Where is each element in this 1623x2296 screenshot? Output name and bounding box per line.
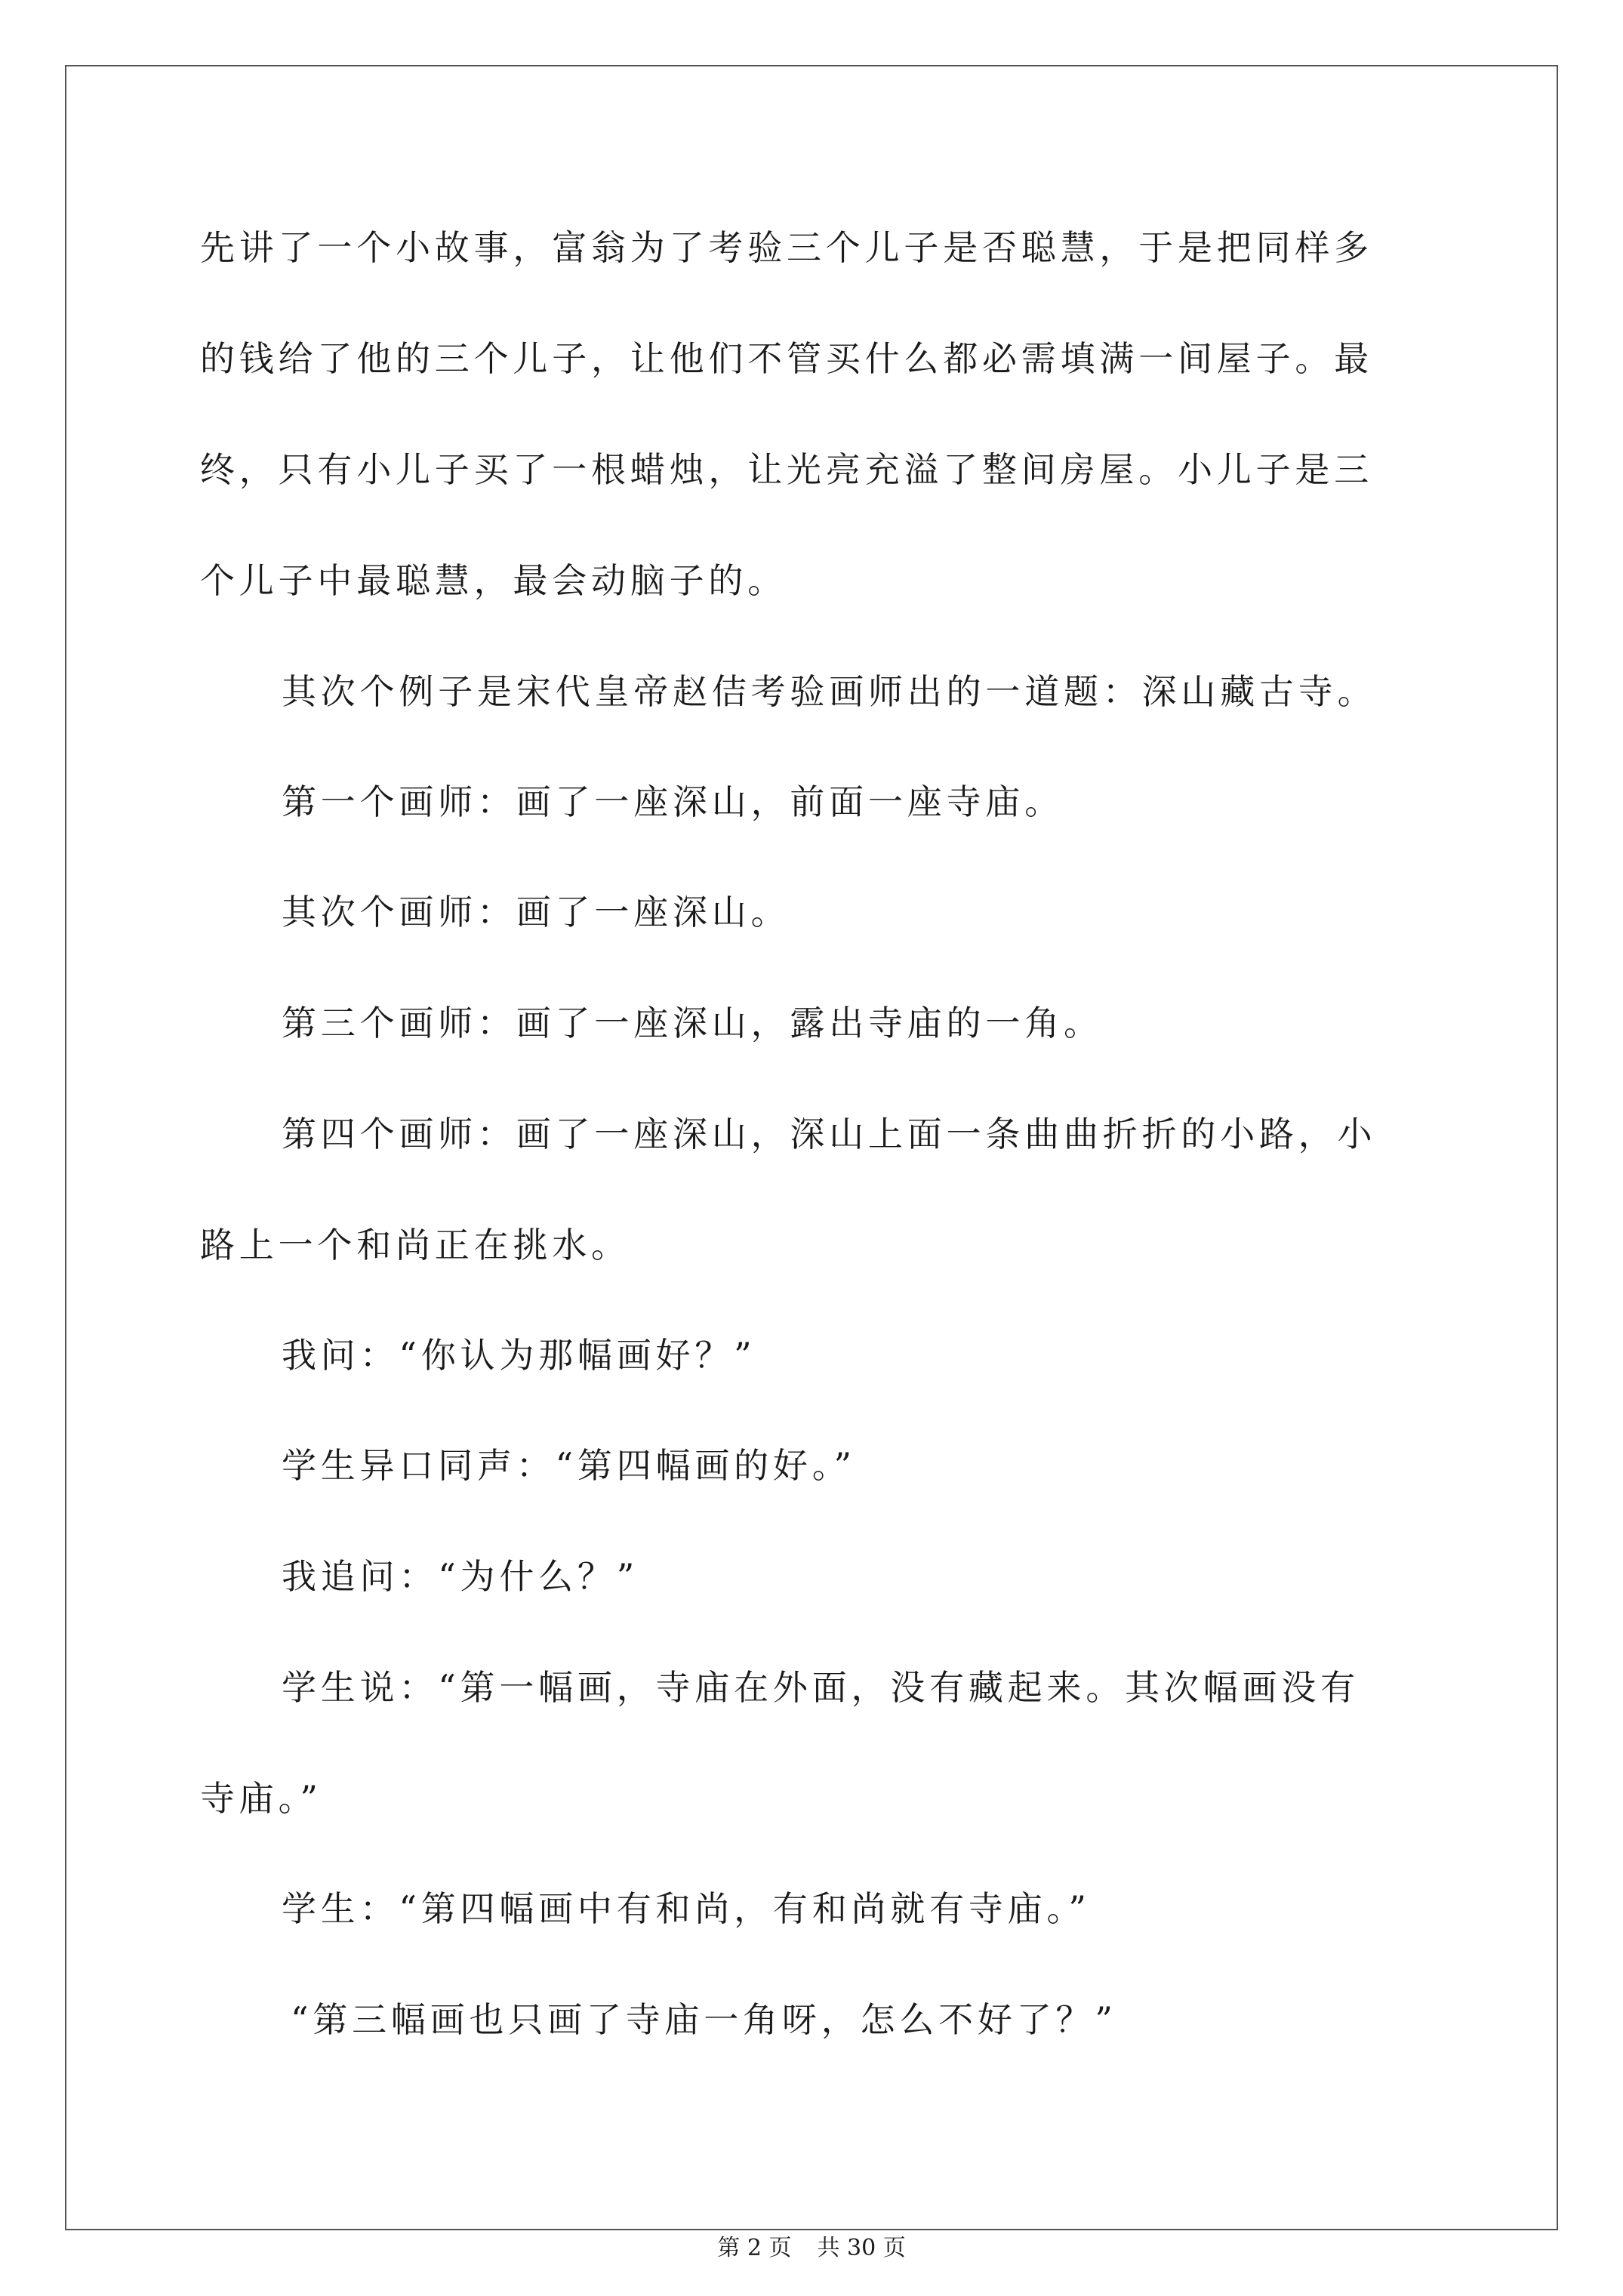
text-line: 学生说：“第一幅画，寺庙在外面，没有藏起来。其次幅画没有 (282, 1667, 1360, 1708)
text-line: 先讲了一个小故事，富翁为了考验三个儿子是否聪慧，于是把同样多 (200, 227, 1373, 268)
text-line: 终，只有小儿子买了一根蜡烛，让光亮充溢了整间房屋。小儿子是三 (200, 449, 1373, 490)
text-line: 我问：“你认为那幅画好？” (282, 1335, 756, 1376)
page-number: 第 2 页 (717, 2235, 792, 2261)
text-line: 学生异口同声：“第四幅画的好。” (282, 1445, 856, 1486)
text-line: 其次个例子是宋代皇帝赵佶考验画师出的一道题：深山藏古寺。 (282, 671, 1377, 712)
text-line: 学生：“第四幅画中有和尚，有和尚就有寺庙。” (282, 1888, 1091, 1929)
text-line: 第四个画师：画了一座深山，深山上面一条曲曲折折的小路，小 (282, 1114, 1377, 1154)
text-line: 寺庙。” (200, 1778, 322, 1819)
text-line: 个儿子中最聪慧，最会动脑子的。 (200, 560, 787, 601)
page-total: 共 30 页 (817, 2235, 906, 2261)
text-line: “第三幅画也只画了寺庙一角呀，怎么不好了？” (291, 1999, 1117, 2040)
text-line: 第一个画师：画了一座深山，前面一座寺庙。 (282, 781, 1064, 822)
text-line: 其次个画师：画了一座深山。 (282, 892, 790, 932)
text-line: 我追问：“为什么？” (282, 1556, 639, 1597)
text-line: 第三个画师：画了一座深山，露出寺庙的一角。 (282, 1003, 1103, 1043)
page-footer (0, 2233, 1623, 2264)
text-line: 的钱给了他的三个儿子，让他们不管买什么都必需填满一间屋子。最 (200, 338, 1373, 379)
text-line: 路上一个和尚正在挑水。 (200, 1225, 630, 1265)
